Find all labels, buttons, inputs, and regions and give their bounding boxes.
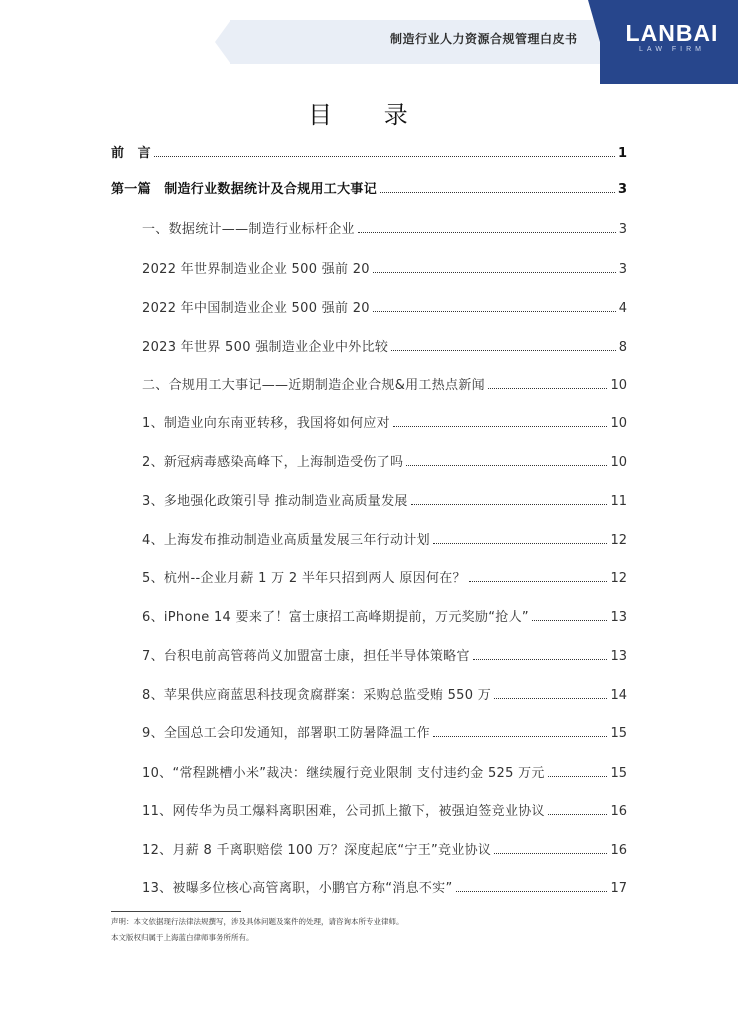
toc-entry-page: 12 <box>610 533 627 548</box>
toc-entry-label: 2、新冠病毒感染高峰下，上海制造受伤了吗 <box>142 455 404 470</box>
dot-leader <box>469 581 608 582</box>
dot-leader <box>373 311 616 312</box>
dot-leader <box>433 543 608 544</box>
toc-entry[interactable] <box>111 142 627 161</box>
toc-entry[interactable] <box>142 258 627 277</box>
toc-entry-label: 2022 年世界制造业企业 500 强前 20 <box>142 262 370 277</box>
toc-entry-label: 第一篇 制造行业数据统计及合规用工大事记 <box>111 182 378 197</box>
toc-entry-label: 2023 年世界 500 强制造业企业中外比较 <box>142 340 389 355</box>
toc-entry[interactable] <box>142 606 627 625</box>
toc-entry[interactable] <box>142 490 627 509</box>
toc-entry-label: 2022 年中国制造业企业 500 强前 20 <box>142 301 370 316</box>
dot-leader <box>494 698 607 699</box>
dot-leader <box>548 776 608 777</box>
toc-entry-label: 前 言 <box>111 146 151 161</box>
footer-copyright: 本文版权归属于上海蓝白律师事务所所有。 <box>111 933 254 942</box>
header-banner-notch <box>215 20 231 64</box>
toc-entry[interactable] <box>142 412 627 431</box>
dot-leader <box>406 465 607 466</box>
toc-entry[interactable] <box>142 374 627 393</box>
toc-entry[interactable] <box>142 218 627 237</box>
toc-entry[interactable] <box>142 529 627 548</box>
toc-entry-page: 17 <box>610 881 627 896</box>
footer-divider <box>111 911 241 912</box>
toc-entry-page: 8 <box>618 340 627 355</box>
toc-entry-label: 8、苹果供应商蓝思科技现贪腐群案：采购总监受贿 550 万 <box>142 688 492 703</box>
toc-entry[interactable] <box>142 839 627 858</box>
toc-entry[interactable] <box>142 684 627 703</box>
toc-entry-label: 9、全国总工会印发通知，部署职工防暑降温工作 <box>142 726 430 741</box>
toc-entry-page: 13 <box>610 649 627 664</box>
toc-entry-page: 13 <box>610 610 627 625</box>
dot-leader <box>393 426 607 427</box>
dot-leader <box>373 272 616 273</box>
toc-entry-page: 10 <box>610 455 627 470</box>
dot-leader <box>358 232 616 233</box>
dot-leader <box>473 659 608 660</box>
toc-entry-label: 4、上海发布推动制造业高质量发展三年行动计划 <box>142 533 430 548</box>
toc-entry-page: 3 <box>618 262 627 277</box>
toc-entry-label: 12、月薪 8 千离职赔偿 100 万？深度起底“宁王”竞业协议 <box>142 843 492 858</box>
toc-entry[interactable] <box>142 336 627 355</box>
dot-leader <box>154 156 615 157</box>
toc-entry-page: 10 <box>610 416 627 431</box>
dot-leader <box>391 350 616 351</box>
toc-entry-page: 12 <box>610 571 627 586</box>
toc-entry-page: 1 <box>617 146 627 161</box>
dot-leader <box>494 853 607 854</box>
dot-leader <box>380 192 615 193</box>
toc-entry[interactable] <box>142 722 627 741</box>
toc-entry-page: 3 <box>617 182 627 197</box>
toc-entry-label: 3、多地强化政策引导 推动制造业高质量发展 <box>142 494 408 509</box>
toc-entry[interactable] <box>142 297 627 316</box>
toc-entry-page: 15 <box>610 766 627 781</box>
document-header-title: 制造行业人力资源合规管理白皮书 <box>390 32 578 46</box>
toc-entry[interactable] <box>142 762 627 781</box>
toc-entry-page: 16 <box>610 804 627 819</box>
toc-entry-page: 16 <box>610 843 627 858</box>
toc-entry-label: 13、被曝多位核心高管离职，小鹏官方称“消息不实” <box>142 881 453 896</box>
dot-leader <box>548 814 608 815</box>
toc-entry[interactable] <box>142 645 627 664</box>
logo-text: LANBAI <box>625 20 719 46</box>
dot-leader <box>411 504 608 505</box>
dot-leader <box>433 736 608 737</box>
toc-entry[interactable] <box>142 877 627 896</box>
toc-entry-page: 15 <box>610 726 627 741</box>
toc-entry-label: 7、台积电前高管蒋尚义加盟富士康，担任半导体策略官 <box>142 649 470 664</box>
footer-disclaimer: 声明：本文依据现行法律法规撰写，涉及具体问题及案件的处理，请咨询本所专业律师。 <box>111 917 404 926</box>
toc-entry-label: 二、合规用工大事记——近期制造企业合规&用工热点新闻 <box>142 378 485 393</box>
toc-entry-label: 5、杭州--企业月薪 1 万 2 半年只招到两人 原因何在？ <box>142 571 466 586</box>
toc-entry-page: 3 <box>618 222 627 237</box>
toc-entry-page: 11 <box>610 494 627 509</box>
toc-entry-page: 4 <box>618 301 627 316</box>
toc-entry-label: 11、网传华为员工爆料离职困难，公司抓上撤下，被强迫签竞业协议 <box>142 804 545 819</box>
logo-subtext: LAW FIRM <box>639 46 705 53</box>
page-title: 目 录 <box>308 101 430 129</box>
toc-entry-label: 1、制造业向东南亚转移，我国将如何应对 <box>142 416 390 431</box>
dot-leader <box>488 388 608 389</box>
toc-entry[interactable] <box>142 451 627 470</box>
dot-leader <box>532 620 608 621</box>
toc-entry-page: 14 <box>610 688 627 703</box>
toc-entry-label: 6、iPhone 14 要来了！富士康招工高峰期提前，万元奖励“抢人” <box>142 610 529 625</box>
toc-entry[interactable] <box>142 800 627 819</box>
toc-entry-label: 一、数据统计——制造行业标杆企业 <box>142 222 355 237</box>
toc-entry[interactable] <box>142 567 627 586</box>
toc-entry-label: 10、“常程跳槽小米”裁决：继续履行竞业限制 支付违约金 525 万元 <box>142 766 545 781</box>
toc-entry-page: 10 <box>610 378 627 393</box>
dot-leader <box>456 891 608 892</box>
toc-entry[interactable] <box>111 178 627 197</box>
